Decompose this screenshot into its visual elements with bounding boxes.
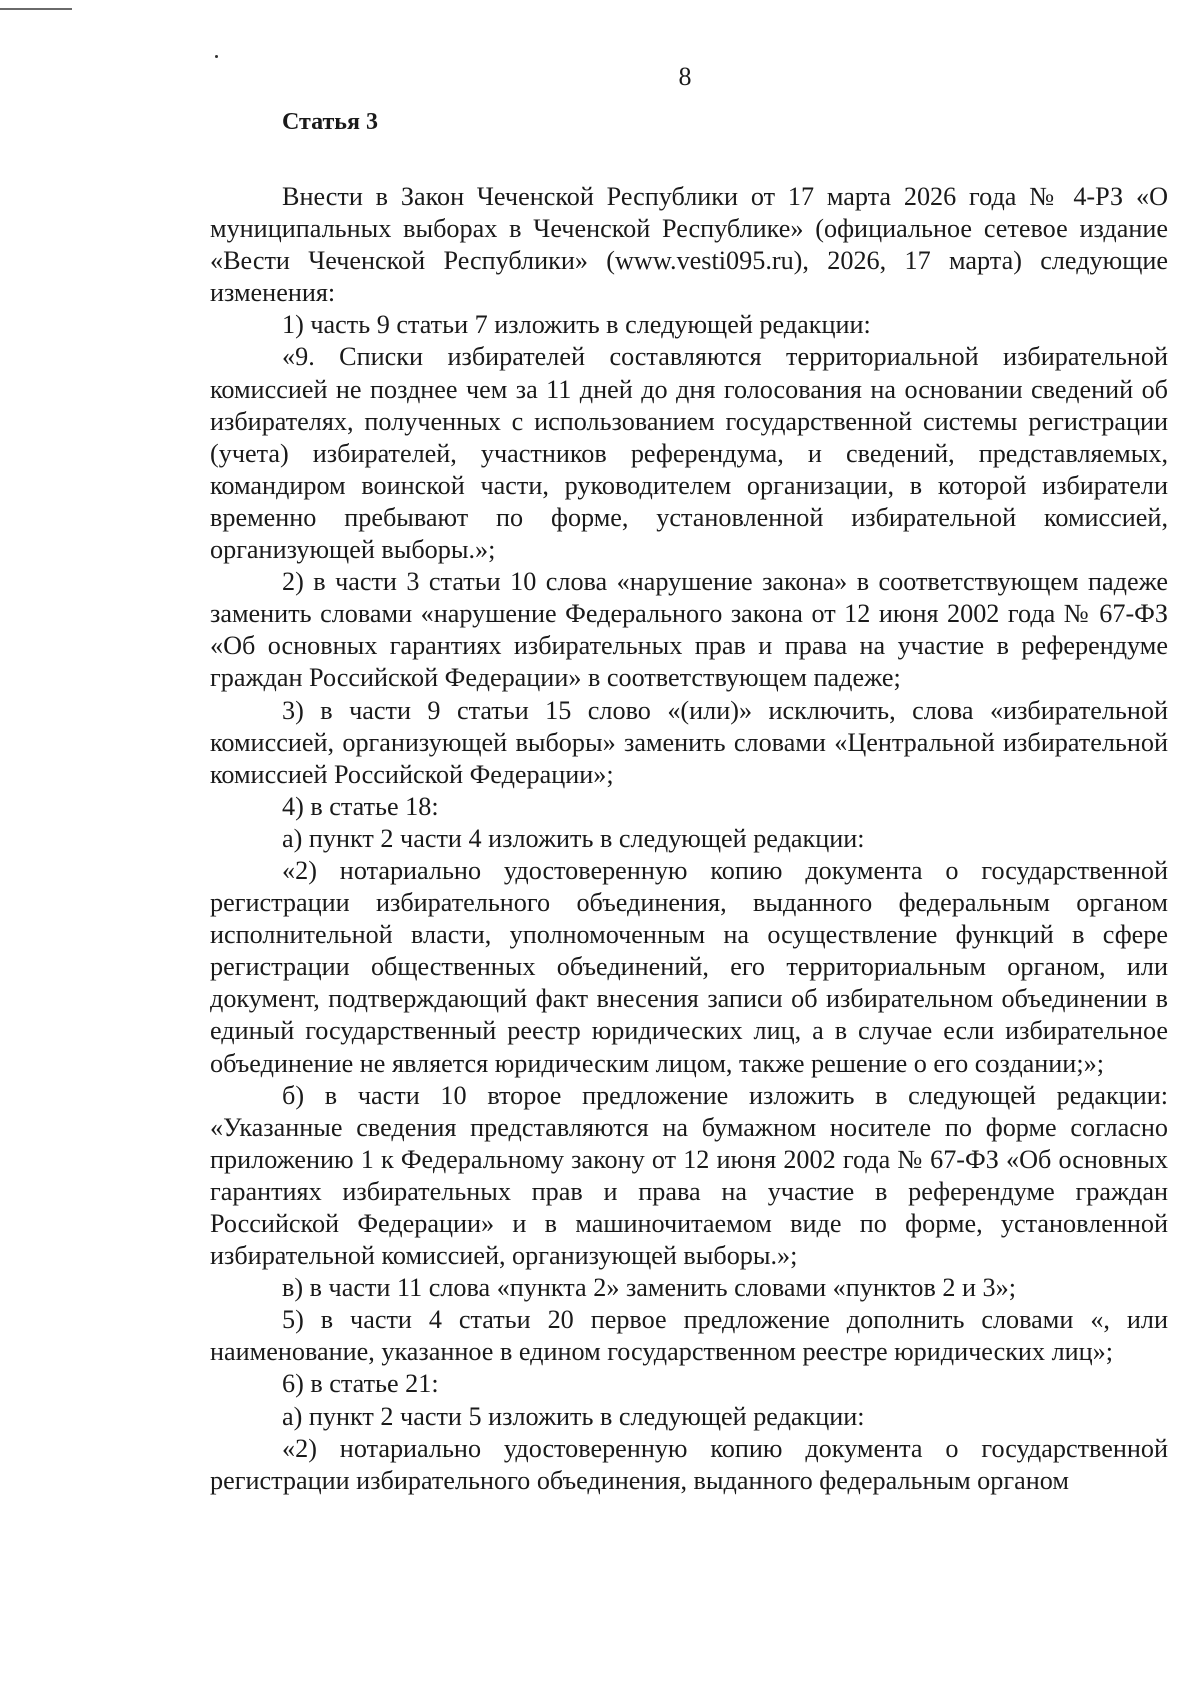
paragraph-quote-point-2: «2) нотариально удостоверенную копию документа о государственной регистрации избирательного объединения, выданного федеральным органом исполнительной власти, уполномоченным на осуществление функций в сфере регистрации общественных объединений, его территориальным органом, или документ, подтверждающий факт внесения записи об избирательном объединении в единый государственный реестр юридических лиц, а в случае если избирательное объединение не является юридическим лицом, также решение о его создании;»; — [210, 855, 1168, 1078]
scan-edge-mark — [0, 8, 72, 10]
paragraph-item-4v: в) в части 11 слова «пункта 2» заменить словами «пунктов 2 и 3»; — [282, 1273, 1017, 1303]
paragraph-item-3: 3) в части 9 статьи 15 слово «(или)» исключить, слова «избирательной комиссией, организующей выборы» заменить словами «Центральной избирательной комиссией Российской Федерации»; — [210, 695, 1168, 789]
paragraph-item-1: 1) часть 9 статьи 7 изложить в следующей редакции: — [282, 310, 871, 340]
article-heading: Статья 3 — [282, 109, 378, 135]
paragraph-item-4a: а) пункт 2 части 4 изложить в следующей редакции: — [282, 823, 865, 853]
page-number: 8 — [678, 62, 692, 91]
paragraph-item-2: 2) в части 3 статьи 10 слова «нарушение закона» в соответствующем падеже заменить словами «нарушение Федерального закона от 12 июня 2002 года № 67-ФЗ «Об основных гарантиях избирательных прав и права на участие в референдуме граждан Российской Федерации» в соответствующем падеже; — [210, 567, 1168, 693]
paragraph-intro: Внести в Закон Чеченской Республики от 17 марта 2026 года № 4-РЗ «О муниципальных выборах в Чеченской Республике» (официальное сетевое издание «Вести Чеченской Республики» (www.vesti095.ru), 2026, 17 марта) следующие изменения: — [210, 182, 1168, 308]
paragraph-quote-point-2-repeat: «2) нотариально удостоверенную копию документа о государственной регистрации избирательного объединения, выданного федеральным органом — [210, 1433, 1168, 1495]
paragraph-item-4b: б) в части 10 второе предложение изложить в следующей редакции: «Указанные сведения представляются на бумажном носителе по форме согласно приложению 1 к Федеральному закону от 12 июня 2002 года № 67-ФЗ «Об основных гарантиях избирательных прав и права на участие в референдуме граждан Российской Федерации» и в машиночитаемом виде по форме, установленной избирательной комиссией, организующей выборы.»; — [210, 1080, 1168, 1271]
paragraph-item-6a: а) пункт 2 части 5 изложить в следующей редакции: — [282, 1401, 865, 1431]
scan-dot — [215, 55, 218, 58]
paragraph-item-6: 6) в статье 21: — [282, 1369, 439, 1399]
paragraph-item-5: 5) в части 4 статьи 20 первое предложение дополнить словами «, или наименование, указанное в едином государственном реестре юридических лиц»; — [210, 1305, 1168, 1367]
document-body — [210, 181, 1168, 1497]
paragraph-item-4: 4) в статье 18: — [282, 791, 439, 821]
paragraph-quote-part-9: «9. Списки избирателей составляются территориальной избирательной комиссией не позднее чем за 11 дней до дня голосования на основании сведений об избирателях, полученных с использованием государственной системы регистрации (учета) избирателей, участников референдума, и сведений, представляемых, командиром воинской части, руководителем организации, в которой избиратели временно пребывают по форме, установленной избирательной комиссией, организующей выборы.»; — [210, 342, 1168, 565]
